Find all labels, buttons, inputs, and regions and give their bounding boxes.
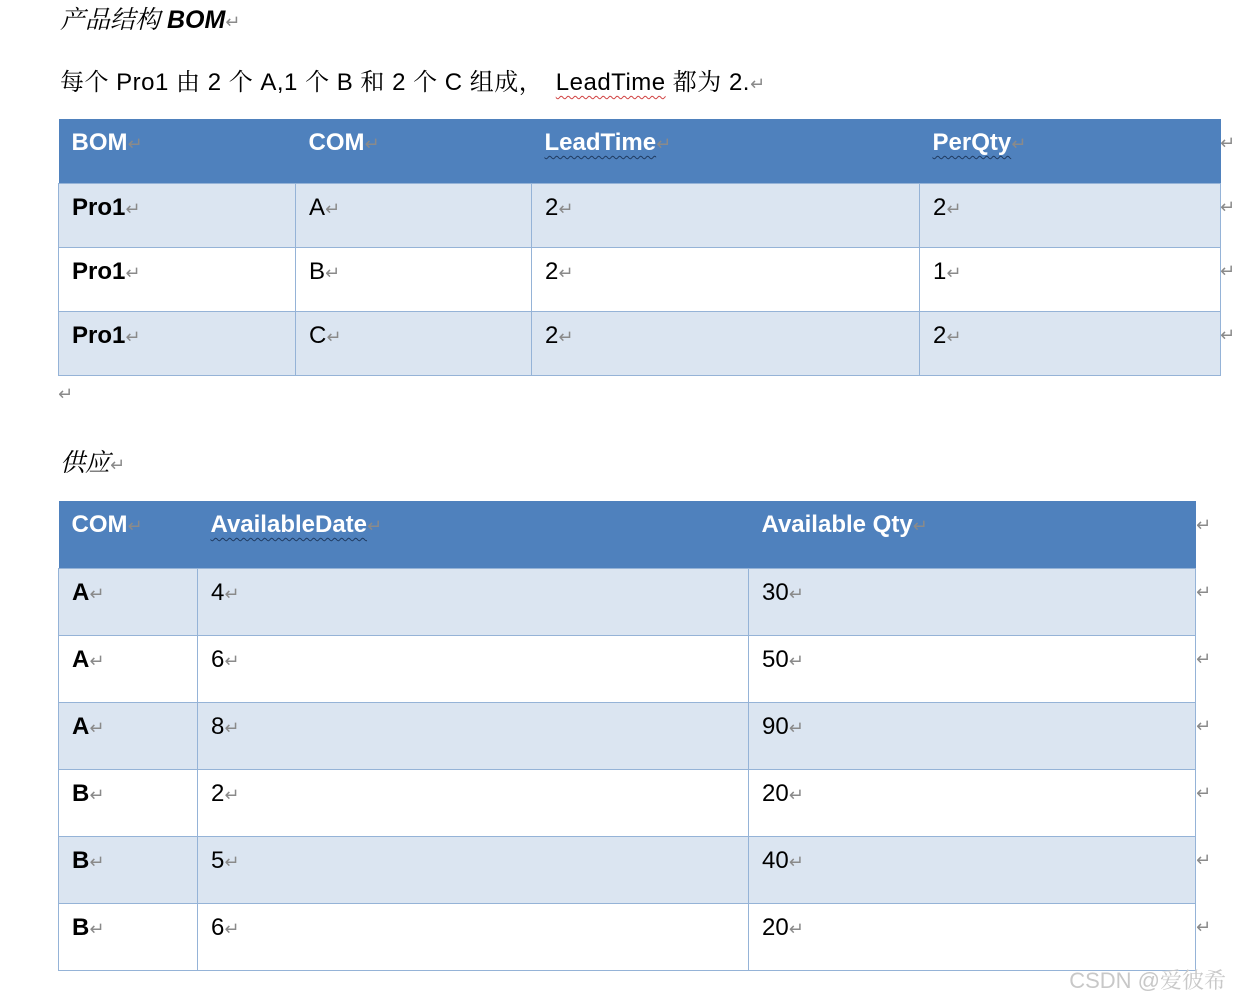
- cell-com: [59, 568, 198, 635]
- cell-mark: ↵: [89, 650, 105, 671]
- cell-leadtime: [532, 183, 920, 247]
- cell-mark: ↵: [788, 717, 804, 738]
- cell-text: B: [72, 913, 90, 941]
- cell-date: [198, 903, 749, 970]
- cell-qty: [749, 635, 1196, 702]
- supply-table: [58, 501, 1196, 971]
- cell-bom: [59, 311, 296, 375]
- paragraph-mark: ↵: [749, 74, 766, 94]
- cell-mark: ↵: [89, 784, 105, 805]
- cell-text: 8: [211, 712, 225, 740]
- cell-mark: ↵: [224, 851, 240, 872]
- header-label: COM: [71, 511, 128, 538]
- cell-text: Pro1: [72, 257, 126, 285]
- table-row: [59, 769, 1196, 836]
- cell-leadtime: [532, 247, 920, 311]
- cell-text: 2: [933, 193, 947, 221]
- cell-text: 2: [933, 321, 947, 349]
- cell-qty: [749, 568, 1196, 635]
- header-label: AvailableDate: [210, 511, 368, 538]
- cell-text: Pro1: [72, 321, 126, 349]
- heading-latin: BOM: [166, 6, 226, 34]
- cell-text: 2: [545, 193, 559, 221]
- cell-qty: [749, 702, 1196, 769]
- cell-com: [59, 702, 198, 769]
- row-end-mark: ↵: [1196, 582, 1212, 602]
- cell-text: 5: [211, 846, 225, 874]
- cell-mark: ↵: [224, 650, 240, 671]
- table-header-row: [59, 119, 1221, 183]
- cell-mark: ↵: [558, 326, 574, 347]
- cell-mark: ↵: [89, 851, 105, 872]
- cell-mark: ↵: [125, 262, 141, 283]
- cell-bom: [59, 247, 296, 311]
- row-end-mark: ↵: [1196, 716, 1212, 736]
- cell-mark: ↵: [656, 134, 672, 154]
- cell-perqty: [920, 183, 1221, 247]
- cell-text: 90: [762, 712, 789, 740]
- cell-mark: ↵: [558, 198, 574, 219]
- cell-mark: ↵: [127, 134, 143, 154]
- cell-mark: ↵: [788, 583, 804, 604]
- header-label: LeadTime: [544, 129, 657, 156]
- cell-text: 30: [762, 578, 789, 606]
- cell-text: 2: [545, 257, 559, 285]
- header-label: COM: [308, 129, 365, 156]
- cell-text: 6: [211, 913, 225, 941]
- cell-text: 6: [211, 645, 225, 673]
- cell-text: 50: [762, 645, 789, 673]
- row-end-mark: ↵: [1196, 850, 1212, 870]
- table-row: [59, 247, 1221, 311]
- cell-mark: ↵: [367, 516, 383, 536]
- empty-paragraph-mark: ↵: [58, 384, 74, 404]
- cell-text: 2: [545, 321, 559, 349]
- cell-mark: ↵: [325, 262, 341, 283]
- cell-mark: ↵: [788, 918, 804, 939]
- cell-mark: ↵: [125, 198, 141, 219]
- header-cell-perqty: [920, 119, 1221, 183]
- table-header-row: [59, 501, 1196, 568]
- row-end-mark: ↵: [1220, 197, 1235, 217]
- cell-perqty: [920, 247, 1221, 311]
- watermark: CSDN @爱彼希: [1069, 968, 1226, 993]
- header-label: PerQty: [932, 129, 1012, 156]
- cell-mark: ↵: [788, 851, 804, 872]
- cell-perqty: [920, 311, 1221, 375]
- paragraph-text-pre: 每个 Pro1 由 2 个 A,1 个 B 和 2 个 C 组成，: [60, 69, 556, 96]
- cell-mark: ↵: [558, 262, 574, 283]
- row-end-mark: ↵: [1220, 261, 1235, 281]
- row-end-mark: ↵: [1196, 783, 1212, 803]
- cell-mark: ↵: [788, 784, 804, 805]
- heading-supply: [60, 443, 125, 479]
- table-row: [59, 183, 1221, 247]
- cell-com: [59, 635, 198, 702]
- cell-text: A: [72, 712, 90, 740]
- paragraph-text-post: 都为 2.: [665, 69, 750, 96]
- cell-com: [59, 769, 198, 836]
- cell-text: Pro1: [72, 193, 126, 221]
- cell-text: 20: [762, 913, 789, 941]
- cell-date: [198, 635, 749, 702]
- cell-text: 1: [933, 257, 947, 285]
- row-end-mark: ↵: [1220, 133, 1235, 153]
- cell-com: [296, 311, 532, 375]
- row-end-mark: ↵: [1196, 649, 1212, 669]
- paragraph-mark: ↵: [110, 455, 126, 475]
- cell-mark: ↵: [912, 516, 928, 536]
- cell-com: [296, 247, 532, 311]
- heading-text: 供应: [60, 449, 111, 477]
- table-row: [59, 836, 1196, 903]
- row-end-mark: ↵: [1196, 515, 1212, 535]
- cell-mark: ↵: [89, 583, 105, 604]
- cell-com: [59, 836, 198, 903]
- cell-mark: ↵: [946, 326, 962, 347]
- cell-mark: ↵: [946, 262, 962, 283]
- cell-leadtime: [532, 311, 920, 375]
- paragraph-mark: ↵: [225, 12, 241, 32]
- header-cell-bom: [59, 119, 296, 183]
- cell-date: [198, 836, 749, 903]
- cell-text: B: [72, 779, 90, 807]
- row-end-mark: ↵: [1220, 325, 1235, 345]
- bom-table: [58, 119, 1221, 376]
- cell-mark: ↵: [788, 650, 804, 671]
- cell-mark: ↵: [364, 134, 380, 154]
- header-cell-com: [296, 119, 532, 183]
- cell-mark: ↵: [326, 326, 342, 347]
- header-cell-availabledate: [198, 501, 749, 568]
- cell-text: 2: [211, 779, 225, 807]
- cell-mark: ↵: [224, 918, 240, 939]
- table-row: [59, 568, 1196, 635]
- cell-text: C: [309, 321, 327, 349]
- cell-text: A: [72, 578, 90, 606]
- cell-date: [198, 568, 749, 635]
- table-row: [59, 903, 1196, 970]
- cell-date: [198, 769, 749, 836]
- cell-com: [59, 903, 198, 970]
- header-label: BOM: [71, 129, 128, 156]
- heading-product-structure: [60, 0, 240, 36]
- table-row: [59, 311, 1221, 375]
- header-cell-leadtime: [532, 119, 920, 183]
- cell-text: A: [72, 645, 90, 673]
- cell-qty: [749, 903, 1196, 970]
- cell-mark: ↵: [125, 326, 141, 347]
- cell-mark: ↵: [127, 516, 143, 536]
- paragraph-text-leadtime: LeadTime: [555, 69, 666, 96]
- table-row: [59, 635, 1196, 702]
- row-end-mark: ↵: [1196, 917, 1212, 937]
- cell-mark: ↵: [224, 717, 240, 738]
- cell-com: [296, 183, 532, 247]
- cell-text: B: [72, 846, 90, 874]
- cell-mark: ↵: [224, 784, 240, 805]
- header-cell-availableqty: [749, 501, 1196, 568]
- cell-date: [198, 702, 749, 769]
- description-paragraph: [60, 62, 766, 97]
- cell-mark: ↵: [1011, 134, 1027, 154]
- cell-mark: ↵: [89, 717, 105, 738]
- cell-text: A: [309, 193, 326, 221]
- cell-mark: ↵: [325, 198, 341, 219]
- cell-qty: [749, 836, 1196, 903]
- cell-bom: [59, 183, 296, 247]
- cell-text: B: [309, 257, 326, 285]
- cell-mark: ↵: [224, 583, 240, 604]
- cell-mark: ↵: [946, 198, 962, 219]
- table-row: [59, 702, 1196, 769]
- cell-text: 20: [762, 779, 789, 807]
- header-cell-com: [59, 501, 198, 568]
- cell-text: 40: [762, 846, 789, 874]
- header-label: Available Qty: [761, 511, 913, 538]
- heading-cn: 产品结构: [60, 6, 161, 34]
- cell-mark: ↵: [89, 918, 105, 939]
- cell-qty: [749, 769, 1196, 836]
- cell-text: 4: [211, 578, 225, 606]
